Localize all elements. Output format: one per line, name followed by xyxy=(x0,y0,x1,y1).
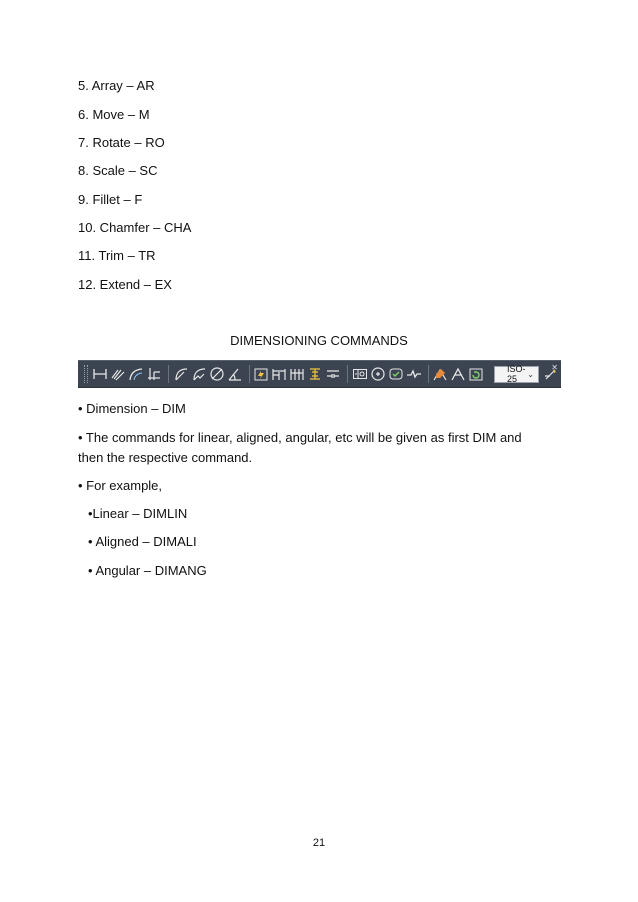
ordinate-icon[interactable] xyxy=(146,366,162,382)
dim-update-icon[interactable] xyxy=(468,366,484,382)
dim-text-edit-icon[interactable] xyxy=(450,366,466,382)
inspection-icon[interactable] xyxy=(388,366,404,382)
command-rotate: 7. Rotate – RO xyxy=(78,135,165,150)
bullet-commands-line1: • The commands for linear, aligned, angular, etc will be given as first DIM and xyxy=(78,430,522,445)
radius-icon[interactable] xyxy=(173,366,189,382)
dimension-toolbar xyxy=(78,360,561,388)
example-aligned: • Aligned – DIMALI xyxy=(88,534,197,549)
section-heading: DIMENSIONING COMMANDS xyxy=(230,333,408,348)
dim-space-icon[interactable] xyxy=(307,366,323,382)
aligned-dim-icon[interactable] xyxy=(110,366,126,382)
toolbar-grip[interactable] xyxy=(84,365,88,383)
jogged-linear-icon[interactable] xyxy=(406,366,422,382)
page-number: 21 xyxy=(312,837,326,849)
chevron-down-icon: ⌄ xyxy=(527,369,534,379)
arc-length-icon[interactable] xyxy=(128,366,144,382)
dim-style-select[interactable] xyxy=(494,366,539,383)
tolerance-icon[interactable] xyxy=(352,366,368,382)
command-fillet: 9. Fillet – F xyxy=(78,192,143,207)
command-chamfer: 10. Chamfer – CHA xyxy=(78,220,192,235)
bullet-commands-line2: then the respective command. xyxy=(78,450,253,465)
center-mark-icon[interactable] xyxy=(370,366,386,382)
example-angular: • Angular – DIMANG xyxy=(88,563,207,578)
command-trim: 11. Trim – TR xyxy=(78,248,156,263)
command-extend: 12. Extend – EX xyxy=(78,277,172,292)
dim-break-icon[interactable] xyxy=(325,366,341,382)
command-move: 6. Move – M xyxy=(78,107,150,122)
angular-icon[interactable] xyxy=(227,366,243,382)
linear-dim-icon[interactable] xyxy=(92,366,108,382)
quick-dim-icon[interactable] xyxy=(253,366,269,382)
command-array: 5. Array – AR xyxy=(78,78,155,93)
bullet-example: • For example, xyxy=(78,478,163,493)
dim-style-value: ISO-25 xyxy=(506,364,526,384)
jogged-icon[interactable] xyxy=(191,366,207,382)
dim-edit-icon[interactable] xyxy=(432,366,448,382)
baseline-icon[interactable] xyxy=(271,366,287,382)
command-scale: 8. Scale – SC xyxy=(78,163,158,178)
example-linear: •Linear – DIMLIN xyxy=(88,506,188,521)
bullet-dimension: • Dimension – DIM xyxy=(78,401,186,416)
diameter-icon[interactable] xyxy=(209,366,225,382)
close-icon[interactable]: ✕ xyxy=(551,363,558,372)
continue-icon[interactable] xyxy=(289,366,305,382)
